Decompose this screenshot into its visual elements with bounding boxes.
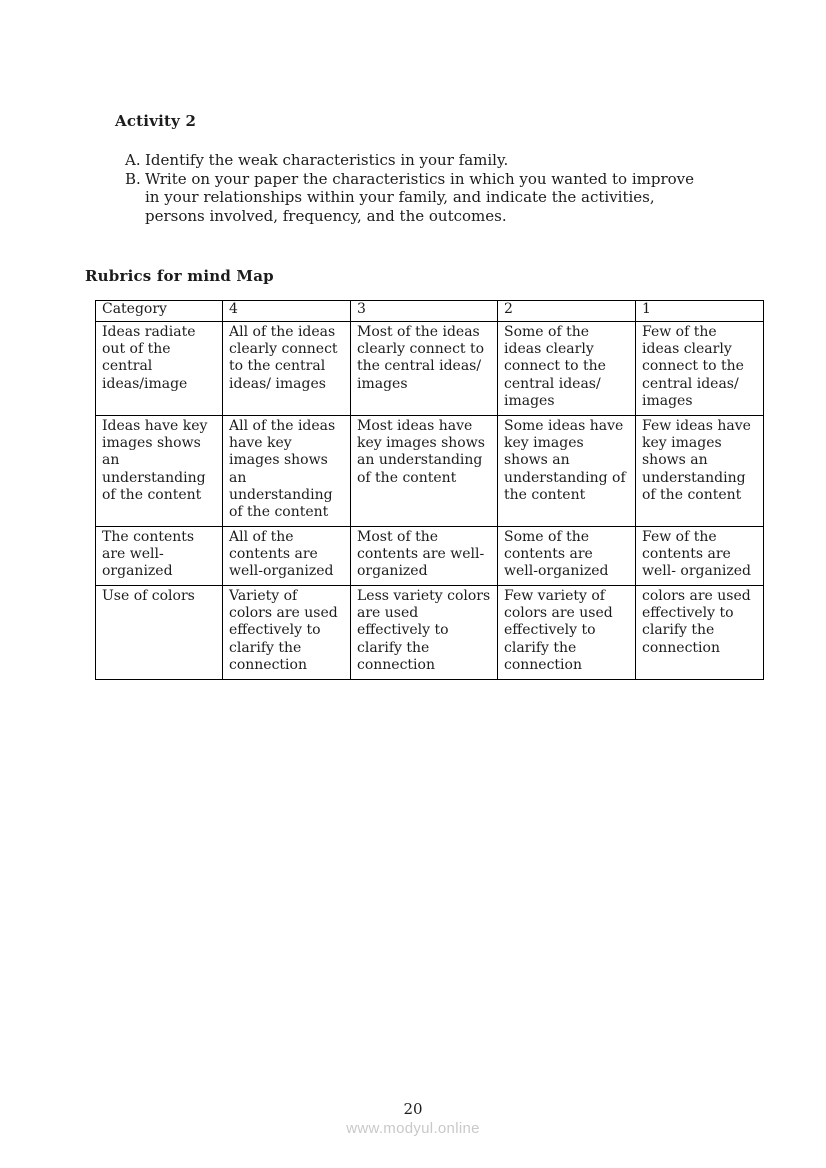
table-header-score-4: 4 [223, 301, 351, 321]
list-item-a-text: Identify the weak characteristics in your family. [145, 151, 509, 169]
table-cell: Few of the ideas clearly connect to the central ideas/ images [636, 321, 764, 415]
table-cell: Few of the contents are well- organized [636, 526, 764, 585]
table-cell: Some of the contents are well-organized [498, 526, 636, 585]
table-header-score-2: 2 [498, 301, 636, 321]
table-header-row [96, 301, 764, 321]
rubric-table [95, 300, 764, 679]
table-cell: The contents are well-organized [96, 526, 223, 585]
table-cell: Most of the ideas clearly connect to the central ideas/ images [351, 321, 498, 415]
table-cell: Less variety colors are used effectively to clarify the connection [351, 585, 498, 679]
rubric-heading: Rubrics for mind Map [85, 267, 274, 286]
list-item-a-label: A. [125, 151, 141, 169]
table-cell: Variety of colors are used effectively to clarify the connection [223, 585, 351, 679]
table-cell: Use of colors [96, 585, 223, 679]
table-cell: All of the contents are well-organized [223, 526, 351, 585]
list-item-b-text: Write on your paper the characteristics in which you wanted to improve in your relationships within your family, and indicate the activities, persons involved, frequency, and the outcomes. [145, 169, 695, 225]
activity-list [125, 151, 713, 225]
list-item-b-label: B. [125, 169, 141, 188]
table-cell: Some of the ideas clearly connect to the central ideas/ images [498, 321, 636, 415]
list-item-b [125, 170, 713, 226]
activity-title: Activity 2 [115, 112, 197, 130]
table-cell: colors are used effectively to clarify the connection [636, 585, 764, 679]
table-cell: All of the ideas clearly connect to the central ideas/ images [223, 321, 351, 415]
table-cell: Most of the contents are well-organized [351, 526, 498, 585]
table-cell: Ideas radiate out of the central ideas/image [96, 321, 223, 415]
table-cell: Few variety of colors are used effectively to clarify the connection [498, 585, 636, 679]
table-header-category: Category [96, 301, 223, 321]
watermark: www.modyul.online [346, 1120, 480, 1137]
table-header-score-1: 1 [636, 301, 764, 321]
table-row [96, 585, 764, 679]
table-cell: All of the ideas have key images shows an understanding of the content [223, 415, 351, 526]
table-row [96, 321, 764, 415]
table-header-score-3: 3 [351, 301, 498, 321]
table-cell: Some ideas have key images shows an understanding of the content [498, 415, 636, 526]
table-cell: Ideas have key images shows an understanding of the content [96, 415, 223, 526]
table-row [96, 526, 764, 585]
table-cell: Most ideas have key images shows an understanding of the content [351, 415, 498, 526]
table-row [96, 415, 764, 526]
list-item-a [125, 151, 713, 170]
page-number: 20 [403, 1100, 423, 1118]
table-cell: Few ideas have key images shows an understanding of the content [636, 415, 764, 526]
